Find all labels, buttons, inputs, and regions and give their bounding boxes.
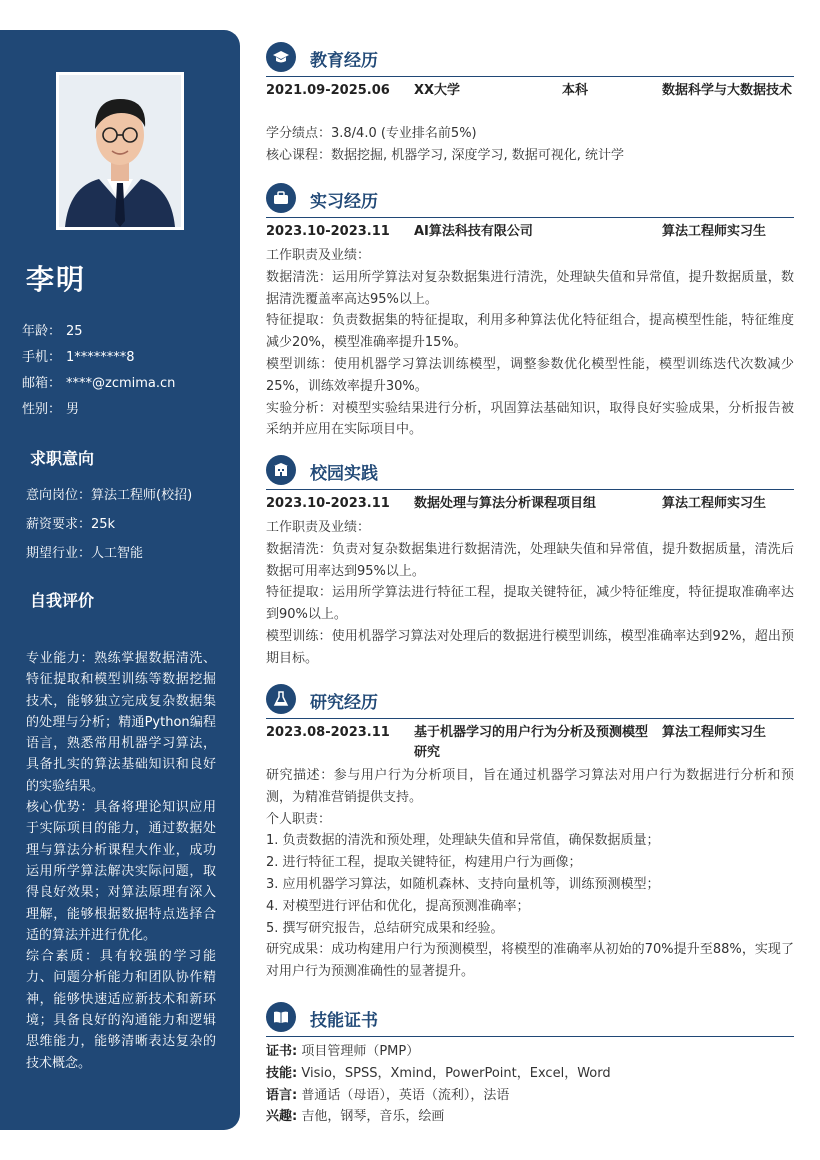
detail-line: 个人职责： xyxy=(266,811,332,827)
intent-title: 求职意向 xyxy=(30,449,95,468)
section-header xyxy=(266,684,794,719)
detail-line: 4. 对模型进行评估和优化，提高预测准确率； xyxy=(266,898,530,914)
detail-line: 1. 负责数据的清洗和预处理，处理缺失值和异常值，确保数据质量； xyxy=(266,833,660,849)
candidate-name: 李明 xyxy=(26,263,87,296)
entry-role: 算法工程师实习生 xyxy=(662,224,767,239)
section-title: 实习经历 xyxy=(310,192,378,212)
section-header xyxy=(266,455,794,490)
detail-line: 实验分析：对模型实验结果进行分析，巩固算法基础知识，取得良好实验成果，分析报告被采纳并应用在实际项目中。 xyxy=(266,400,794,438)
info-email: 邮箱： ****@zcmima.cn xyxy=(22,376,176,391)
detail-line: 模型训练：使用机器学习算法对处理后的数据进行模型训练，模型准确率达到92%，超出预期目标。 xyxy=(266,628,794,666)
flask-icon xyxy=(266,684,296,714)
skills-section xyxy=(266,1002,794,1128)
info-phone: 手机： 1********8 xyxy=(22,350,135,365)
entry-major: 数据科学与大数据技术 xyxy=(662,83,793,98)
detail-line: 学分绩点：3.8/4.0 (专业排名前5%) xyxy=(266,126,477,141)
briefcase-icon xyxy=(266,183,296,213)
entry-project: 基于机器学习的用户行为分析及预测模型研究 xyxy=(414,725,649,760)
self-eval-title: 自我评价 xyxy=(30,591,95,610)
detail-line: 3. 应用机器学习算法，如随机森林、支持向量机等，训练预测模型； xyxy=(266,876,660,892)
skills-list xyxy=(266,1041,794,1128)
research-section xyxy=(266,684,794,983)
entry-date: 2023.10-2023.11 xyxy=(266,224,390,239)
self-eval-paragraph: 综合素质：具有较强的学习能力、问题分析能力和团队协作精神，能够快速适应新技术和新环境；具备良好的沟通能力和逻辑思维能力，能够清晰表达复杂的技术概念。 xyxy=(26,949,216,1071)
info-gender: 性别： 男 xyxy=(22,402,80,417)
section-title: 技能证书 xyxy=(310,1011,378,1031)
self-eval-text xyxy=(26,648,216,1074)
self-eval-paragraph: 核心优势：具备将理论知识应用于实际项目的能力，通过数据处理与算法分析课程大作业，成功运用所学算法解决实际问题，取得良好效果；对算法原理有深入理解，能够根据数据特点选择合适的算法并进行优化。 xyxy=(26,800,216,943)
sidebar xyxy=(0,30,240,1130)
building-icon xyxy=(266,455,296,485)
detail-line: 特征提取：负责数据集的特征提取，利用多种算法优化特征组合，提高模型性能，特征维度减少20%，模型准确率提升15%。 xyxy=(266,313,794,351)
detail-line: 研究成果：成功构建用户行为预测模型，将模型的准确率从初始的70%提升至88%，实现了对用户行为预测准确性的显著提升。 xyxy=(266,942,794,980)
education-details xyxy=(266,123,794,167)
campus-section xyxy=(266,455,794,670)
intent-position: 意向岗位：算法工程师(校招) xyxy=(26,488,193,503)
internship-section xyxy=(266,183,794,441)
section-header xyxy=(266,42,794,77)
section-header xyxy=(266,183,794,218)
entry-degree: 本科 xyxy=(562,83,589,98)
entry-org: 数据处理与算法分析课程项目组 xyxy=(414,496,597,511)
book-icon xyxy=(266,1002,296,1032)
entry-date: 2023.10-2023.11 xyxy=(266,496,390,511)
education-entry xyxy=(266,77,794,123)
detail-line: 核心课程：数据挖掘, 机器学习, 深度学习, 数据可视化, 统计学 xyxy=(266,147,625,163)
personal-info xyxy=(22,319,175,423)
profile-photo xyxy=(56,72,184,230)
detail-line: 数据清洗：运用所学算法对复杂数据集进行清洗，处理缺失值和异常值，提升数据质量，数据清洗覆盖率高达95%以上。 xyxy=(266,269,794,307)
entry-role: 算法工程师实习生 xyxy=(662,496,767,511)
intent-list xyxy=(26,481,192,568)
entry-company: AI算法科技有限公司 xyxy=(414,224,533,239)
entry-role: 算法工程师实习生 xyxy=(662,725,767,740)
research-details xyxy=(266,765,794,983)
section-header xyxy=(266,1002,794,1037)
intent-salary: 薪资要求：25k xyxy=(26,517,116,532)
graduation-cap-icon xyxy=(266,42,296,72)
detail-line: 工作职责及业绩： xyxy=(266,520,371,535)
education-section xyxy=(266,42,794,167)
entry-date: 2023.08-2023.11 xyxy=(266,725,390,740)
internship-entry xyxy=(266,218,794,240)
entry-date: 2021.09-2025.06 xyxy=(266,83,390,98)
detail-line: 模型训练：使用机器学习算法训练模型，调整参数优化模型性能，模型训练迭代次数减少25%，训练效率提升30%。 xyxy=(266,356,794,394)
skill-row: 证书: 项目管理师（PMP） xyxy=(266,1044,420,1059)
self-eval-paragraph: 专业能力：熟练掌握数据清洗、特征提取和模型训练等数据挖掘技术，能够独立完成复杂数据集的处理与分析；精通Python编程语言，熟悉常用机器学习算法，具备扎实的算法基础知识和良好的实验结果。 xyxy=(26,651,216,794)
skill-row: 兴趣: 吉他，钢琴，音乐，绘画 xyxy=(266,1109,445,1125)
detail-line: 5. 撰写研究报告，总结研究成果和经验。 xyxy=(266,920,504,936)
info-age: 年龄： 25 xyxy=(22,324,83,339)
intent-industry: 期望行业：人工智能 xyxy=(26,546,144,561)
research-entry xyxy=(266,719,794,765)
skill-row: 语言: 普通话（母语），英语（流利），法语 xyxy=(266,1087,510,1103)
detail-line: 特征提取：运用所学算法进行特征工程，提取关键特征，减少特征维度，特征提取准确率达到90%以上。 xyxy=(266,585,794,623)
entry-school: XX大学 xyxy=(414,83,461,98)
detail-line: 数据清洗：负责对复杂数据集进行数据清洗，处理缺失值和异常值，提升数据质量，清洗后数据可用率达到95%以上。 xyxy=(266,541,794,579)
campus-entry xyxy=(266,490,794,512)
section-title: 教育经历 xyxy=(310,51,378,71)
detail-line: 研究描述：参与用户行为分析项目，旨在通过机器学习算法对用户行为数据进行分析和预测，为精准营销提供支持。 xyxy=(266,768,794,805)
detail-line: 2. 进行特征工程，提取关键特征，构建用户行为画像； xyxy=(266,855,582,871)
section-title: 研究经历 xyxy=(310,693,378,713)
section-title: 校园实践 xyxy=(310,464,378,484)
skill-row: 技能: Visio，SPSS，Xmind，PowerPoint，Excel，Word xyxy=(266,1065,611,1081)
detail-line: 工作职责及业绩： xyxy=(266,248,371,263)
internship-details xyxy=(266,245,794,441)
campus-details xyxy=(266,517,794,670)
